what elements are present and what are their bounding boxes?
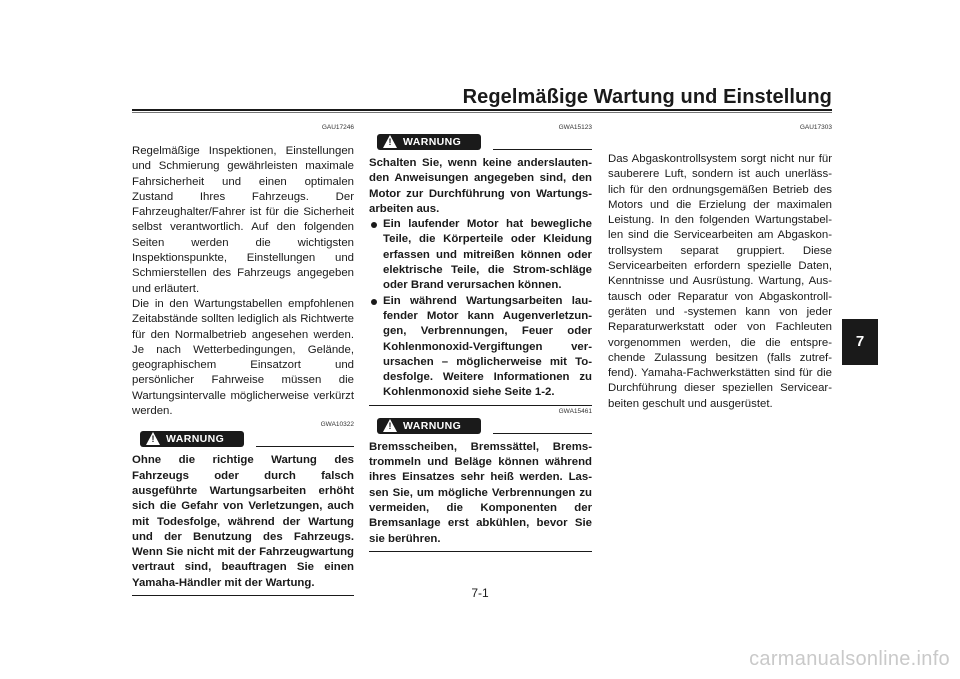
ref-code: GWA15123 [558,124,592,131]
page-header-title: Regelmäßige Wartung und Einstellung [462,86,832,108]
column-right [608,124,832,412]
interval-paragraph: Die in den Wartungstabellen empfohlenen Zeitabstände sollten lediglich als Richtwerte für den Normalbetrieb angesehen werden. Je nach Wetterbedingungen, Gelände, geographischem Einsatzort und persönlicher Fahrweise müssen die Wartungsintervalle möglicherweise verkürzt werden. [132,297,354,418]
warning-end-rule [369,405,592,406]
warning-bullet: Ein laufender Motor hat bewegliche Teile, die Körperteile oder Kleidung erfassen und mitreißen können oder elektrische Teile, die Strom-schläge oder Brand verursachen können. [369,217,592,293]
ref-code: GWA10322 [320,421,354,429]
warning-banner [132,431,354,449]
warning-badge: ! WARNUNG [377,134,481,150]
column-middle [369,124,592,552]
warning-end-rule [369,551,592,552]
ref-code: GWA15461 [558,407,592,415]
header-rule-thin [132,112,832,113]
ref-code: GAU17303 [799,124,832,131]
chapter-tab: 7 [842,319,878,365]
warning-text: Bremsscheiben, Bremssättel, Brems-trommeln und Beläge können während ihres Einsatzes sehr heiß werden. Las-sen Sie, um mögliche Verbrennungen zu vermeiden, die Komponenten der Bremsanlage erst abkühlen, bevor Sie sie berühren. [369,440,592,545]
intro-paragraph: Regelmäßige Inspektionen, Einstellungen und Schmierung gewährleisten maximale Fahrsicherheit und einen optimalen Zustand Ihres Fahrzeugs. Der Fahrzeughalter/Fahrer ist für die Sicherheit selbst verantwortlich. Auf den folgenden Seiten werden die wichtigsten Inspektionspunkte, Einstellungen und Schmierstellen des Fahrzeugs angegeben und erläutert. [132,145,354,295]
warning-badge: ! WARNUNG [377,418,481,434]
page-number: 7-1 [471,586,489,600]
warning-text: Ohne die richtige Wartung des Fahrzeugs oder durch falsch ausgeführte Wartungsarbeiten erhöht sich die Gefahr von Verletzungen, auch mit Todesfolge, während der Wartung und der Benutzung des Fahrzeugs. Wenn Sie nicht mit der Fahrzeugwartung vertraut sind, beauftragen Sie einen Yamaha-Händler mit der Wartung. [132,454,354,589]
header-rule [132,109,832,111]
column-left [132,124,354,596]
warning-bullet: Ein während Wartungsarbeiten lau-fender Motor kann Augenverletzun-gen, Verbrennungen, Feuer oder Kohlenmonoxid-Vergiftungen ver-ursachen – möglicherweise mit To-desfolge. Weitere Informationen zu Kohlenmonoxid siehe Seite 1-2. [369,294,592,401]
warning-banner [369,418,592,436]
emission-paragraph: Das Abgaskontrollsystem sorgt nicht nur für sauberere Luft, sondern ist auch unerläss-lich für den ordnungsgemäßen Betrieb des Motors und die Erzielung der maximalen Leistung. In den folgenden Wartungstabel-len sind die Servicearbeiten am Abgaskon-trollsystem separat gruppiert. Diese Servicearbeiten erfordern spezielle Daten, Kenntnisse und Ausrüstung. Wartung, Aus-tausch oder Reparatur von Abgaskontroll-geräten und -systemen kann von jeder Reparaturwerkstatt oder von Fachleuten vorgenommen werden, die die entspre-chende Zulassung besitzen (falls zutref-fend). Yamaha-Fachwerkstätten sind für die Durchführung dieser speziellen Servicear-beiten geschult und ausgerüstet. [608,153,832,410]
warning-banner [369,134,592,152]
ref-code: GAU17246 [321,124,354,131]
bullet-dot-icon [371,222,377,228]
warning-end-rule [132,595,354,596]
watermark: carmanualsonline.info [749,648,950,670]
warning-intro: Schalten Sie, wenn keine anderslauten-den Anweisungen angegeben sind, den Motor zur Durchführung von Wartungs-arbeiten aus. [369,157,592,215]
bullet-dot-icon [371,299,377,305]
warning-badge: ! WARNUNG [140,431,244,447]
